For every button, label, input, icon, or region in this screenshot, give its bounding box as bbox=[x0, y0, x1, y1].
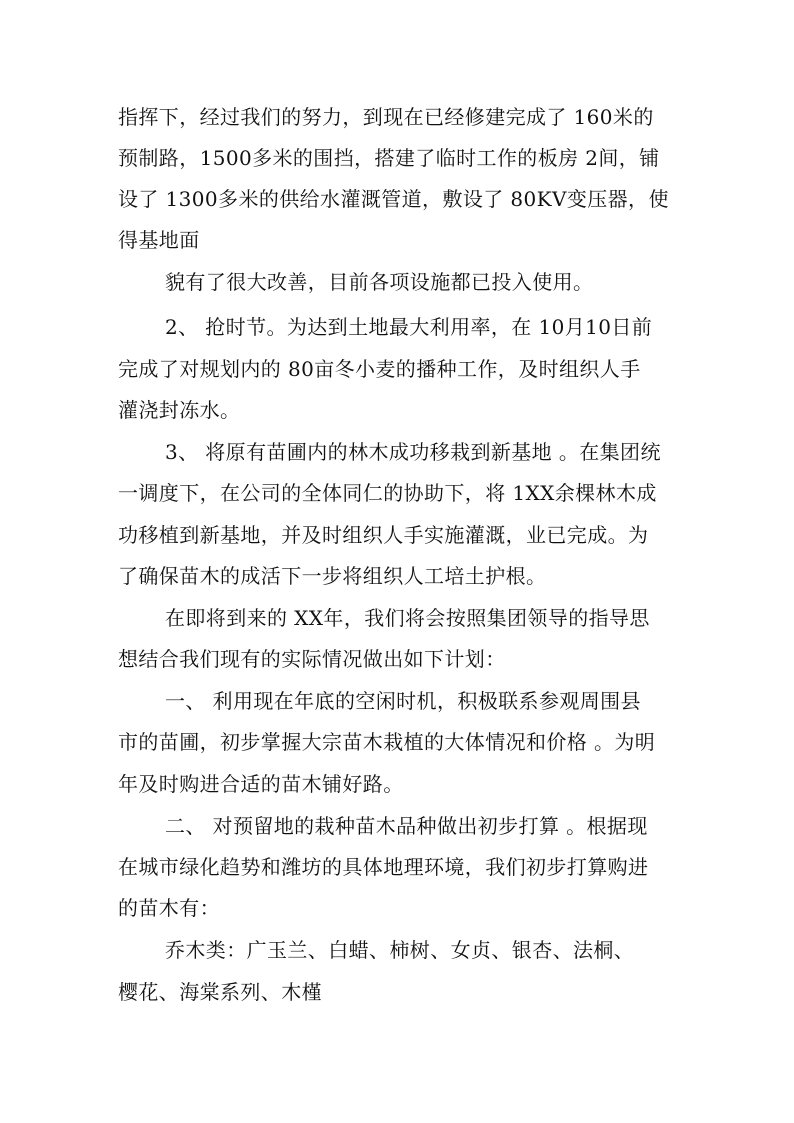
text-line: 市的苗圃，初步掌握大宗苗木栽植的大体情况和价格 。为明 bbox=[118, 730, 656, 754]
text-line: 设了 1300多米的供给水灌溉管道，敷设了 80KV变压器，使 bbox=[118, 187, 669, 211]
text-line: 得基地面 bbox=[118, 228, 200, 252]
text-line: 想结合我们现有的实际情况做出如下计划： bbox=[118, 647, 506, 671]
text-line: 貌有了很大改善，目前各项设施都已投入使用。 bbox=[165, 270, 594, 294]
text-line: 完成了对规划内的 80亩冬小麦的播种工作，及时组织人手 bbox=[118, 357, 641, 381]
text-line: 2、 抢时节。为达到土地最大利用率，在 10月10日前 bbox=[165, 315, 653, 339]
text-line: 年及时购进合适的苗木铺好路。 bbox=[118, 772, 404, 796]
text-line: 指挥下，经过我们的努力，到现在已经修建完成了 160米的 bbox=[118, 105, 654, 129]
text-line: 3、 将原有苗圃内的林木成功移栽到新基地 。在集团统 bbox=[165, 440, 661, 464]
text-line: 一、 利用现在年底的空闲时机，积极联系参观周围县 bbox=[165, 689, 641, 713]
text-line: 一调度下，在公司的全体同仁的协助下，将 1XX余棵林木成 bbox=[118, 481, 657, 505]
text-line: 预制路，1500多米的围挡，搭建了临时工作的板房 2间，铺 bbox=[118, 146, 660, 170]
text-line: 二、 对预留地的栽种苗木品种做出初步打算 。根据现 bbox=[165, 814, 648, 838]
text-line: 了确保苗木的成活下一步将组织人工培土护根。 bbox=[118, 564, 547, 588]
text-line: 的苗木有： bbox=[118, 896, 220, 920]
text-line: 樱花、海棠系列、木槿 bbox=[118, 980, 322, 1004]
text-line: 在城市绿化趋势和潍坊的具体地理环境，我们初步打算购进 bbox=[118, 855, 649, 879]
text-line: 乔木类：广玉兰、白蜡、柿树、女贞、银杏、法桐、 bbox=[165, 938, 635, 962]
text-line: 在即将到来的 XX年，我们将会按照集团领导的指导思 bbox=[165, 606, 650, 630]
text-line: 灌浇封冻水。 bbox=[118, 398, 241, 422]
text-line: 功移植到新基地，并及时组织人手实施灌溉，业已完成。为 bbox=[118, 523, 649, 547]
